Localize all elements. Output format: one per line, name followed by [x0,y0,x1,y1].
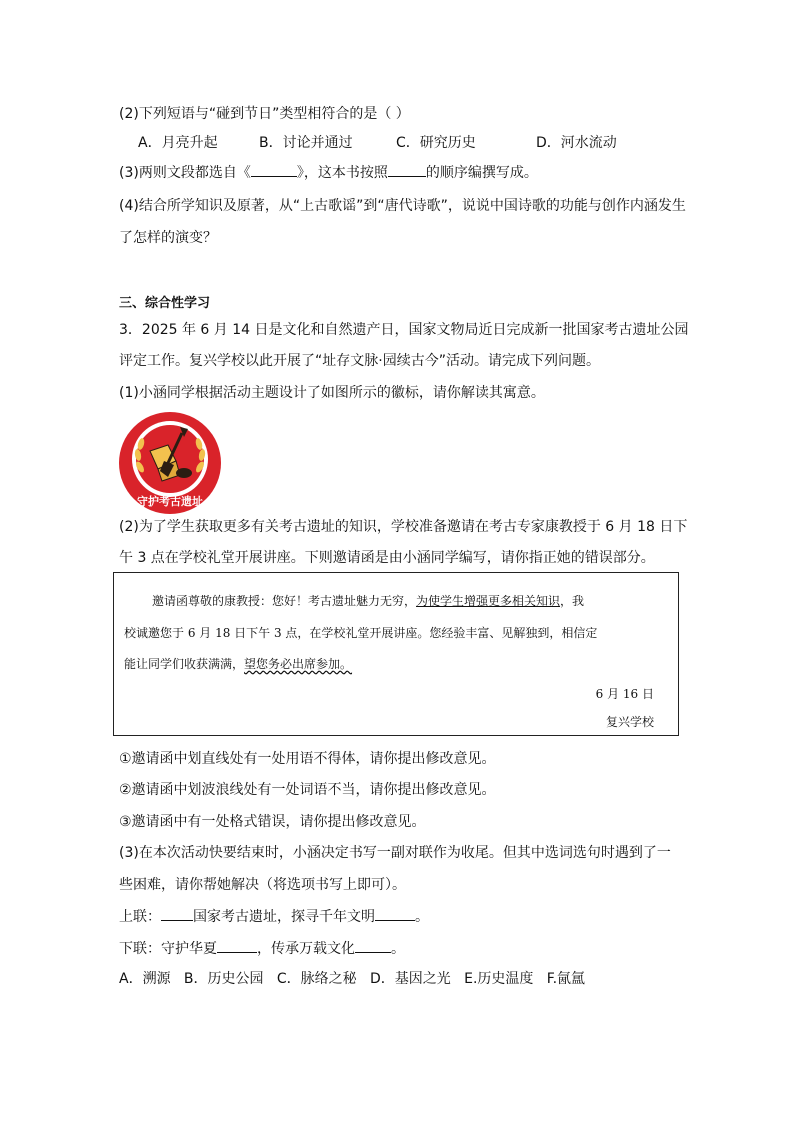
wavy-phrase: 望您务必出席参加。 [244,657,353,671]
sub-question-3-line1: (3)在本次活动快要结束时，小涵决定书写一副对联作为收尾。但其中选词选句时遇到了一 [119,845,671,861]
letter-date: 6 月 16 日 [595,687,654,701]
emblem-image [118,411,222,515]
option-b: B．讨论并通过 [259,135,353,151]
option-d: D．河水流动 [536,135,617,151]
option-a: A．月亮升起 [138,135,218,151]
blank-lower-2[interactable] [355,939,391,953]
blank-upper-2[interactable] [375,907,415,921]
sub-question-3-line2: 些困难，请你帮她解决（将选项书写上即可）。 [119,877,406,893]
letter-line-3: 能让同学们收获满满，望您务必出席参加。 [124,657,353,671]
sub-question-2-line2: 午 3 点在学校礼堂开展讲座。下则邀请函是由小涵同学编写，请你指正她的错误部分。 [119,550,655,566]
task-1: ①邀请函中划直线处有一处用语不得体，请你提出修改意见。 [119,751,496,767]
underlined-phrase: 为使学生增强更多相关知识 [416,594,561,608]
letter-line-1: 邀请函尊敬的康教授：您好！考古遗址魅力无穷，为使学生增强更多相关知识，我 [152,594,585,608]
blank-lower-1[interactable] [217,939,257,953]
invitation-letter-box [113,572,679,736]
question-3: (3)两则文段都选自《 》，这本书按照 的顺序编撰写成。 [119,165,538,181]
couplet-upper: 上联： 国家考古遗址，探寻千年文明 。 [119,909,429,925]
task-2: ②邀请函中划波浪线处有一处词语不当，请你提出修改意见。 [119,782,496,798]
task-3: ③邀请函中有一处格式错误，请你提出修改意见。 [119,814,426,830]
question-4-line2: 了怎样的演变？ [119,230,217,246]
couplet-lower: 下联：守护华夏 ，传承万载文化 。 [119,941,405,957]
letter-line-2: 校诚邀您于 6 月 18 日下午 3 点，在学校礼堂开展讲座。您经验丰富、见解独到，相信定 [124,626,598,640]
question-2-stem: (2)下列短语与“碰到节日”类型相符合的是（ ） [119,106,410,122]
problem-3-line1: 3．2025 年 6 月 14 日是文化和自然遗产日，国家文物局近日完成新一批国家考古遗址公园 [119,322,689,338]
option-c: C．研究历史 [396,135,476,151]
sub-question-2-line1: (2)为了学生获取更多有关考古遗址的知识，学校准备邀请在考古专家康教授于 6 月 18 日下 [119,519,688,535]
problem-3-line2: 评定工作。复兴学校以此开展了“址存文脉·园续古今”活动。请完成下列问题。 [119,353,600,369]
sub-question-1: (1)小涵同学根据活动主题设计了如图所示的徽标，请你解读其寓意。 [119,385,545,401]
section-title: 三、综合性学习 [119,296,211,311]
blank-book-title[interactable] [251,163,297,177]
letter-signature: 复兴学校 [605,715,654,729]
question-4-line1: (4)结合所学知识及原著，从“上古歌谣”到“唐代诗歌”，说说中国诗歌的功能与创作内涵发生 [119,198,686,214]
choice-list: A．溯源 B．历史公园 C．脉络之秘 D．基因之光 E.历史温度 F.氤氲 [119,971,586,987]
blank-upper-1[interactable] [161,907,193,921]
blank-order[interactable] [388,163,426,177]
emblem-text: 守护考古遗址 [137,495,203,508]
